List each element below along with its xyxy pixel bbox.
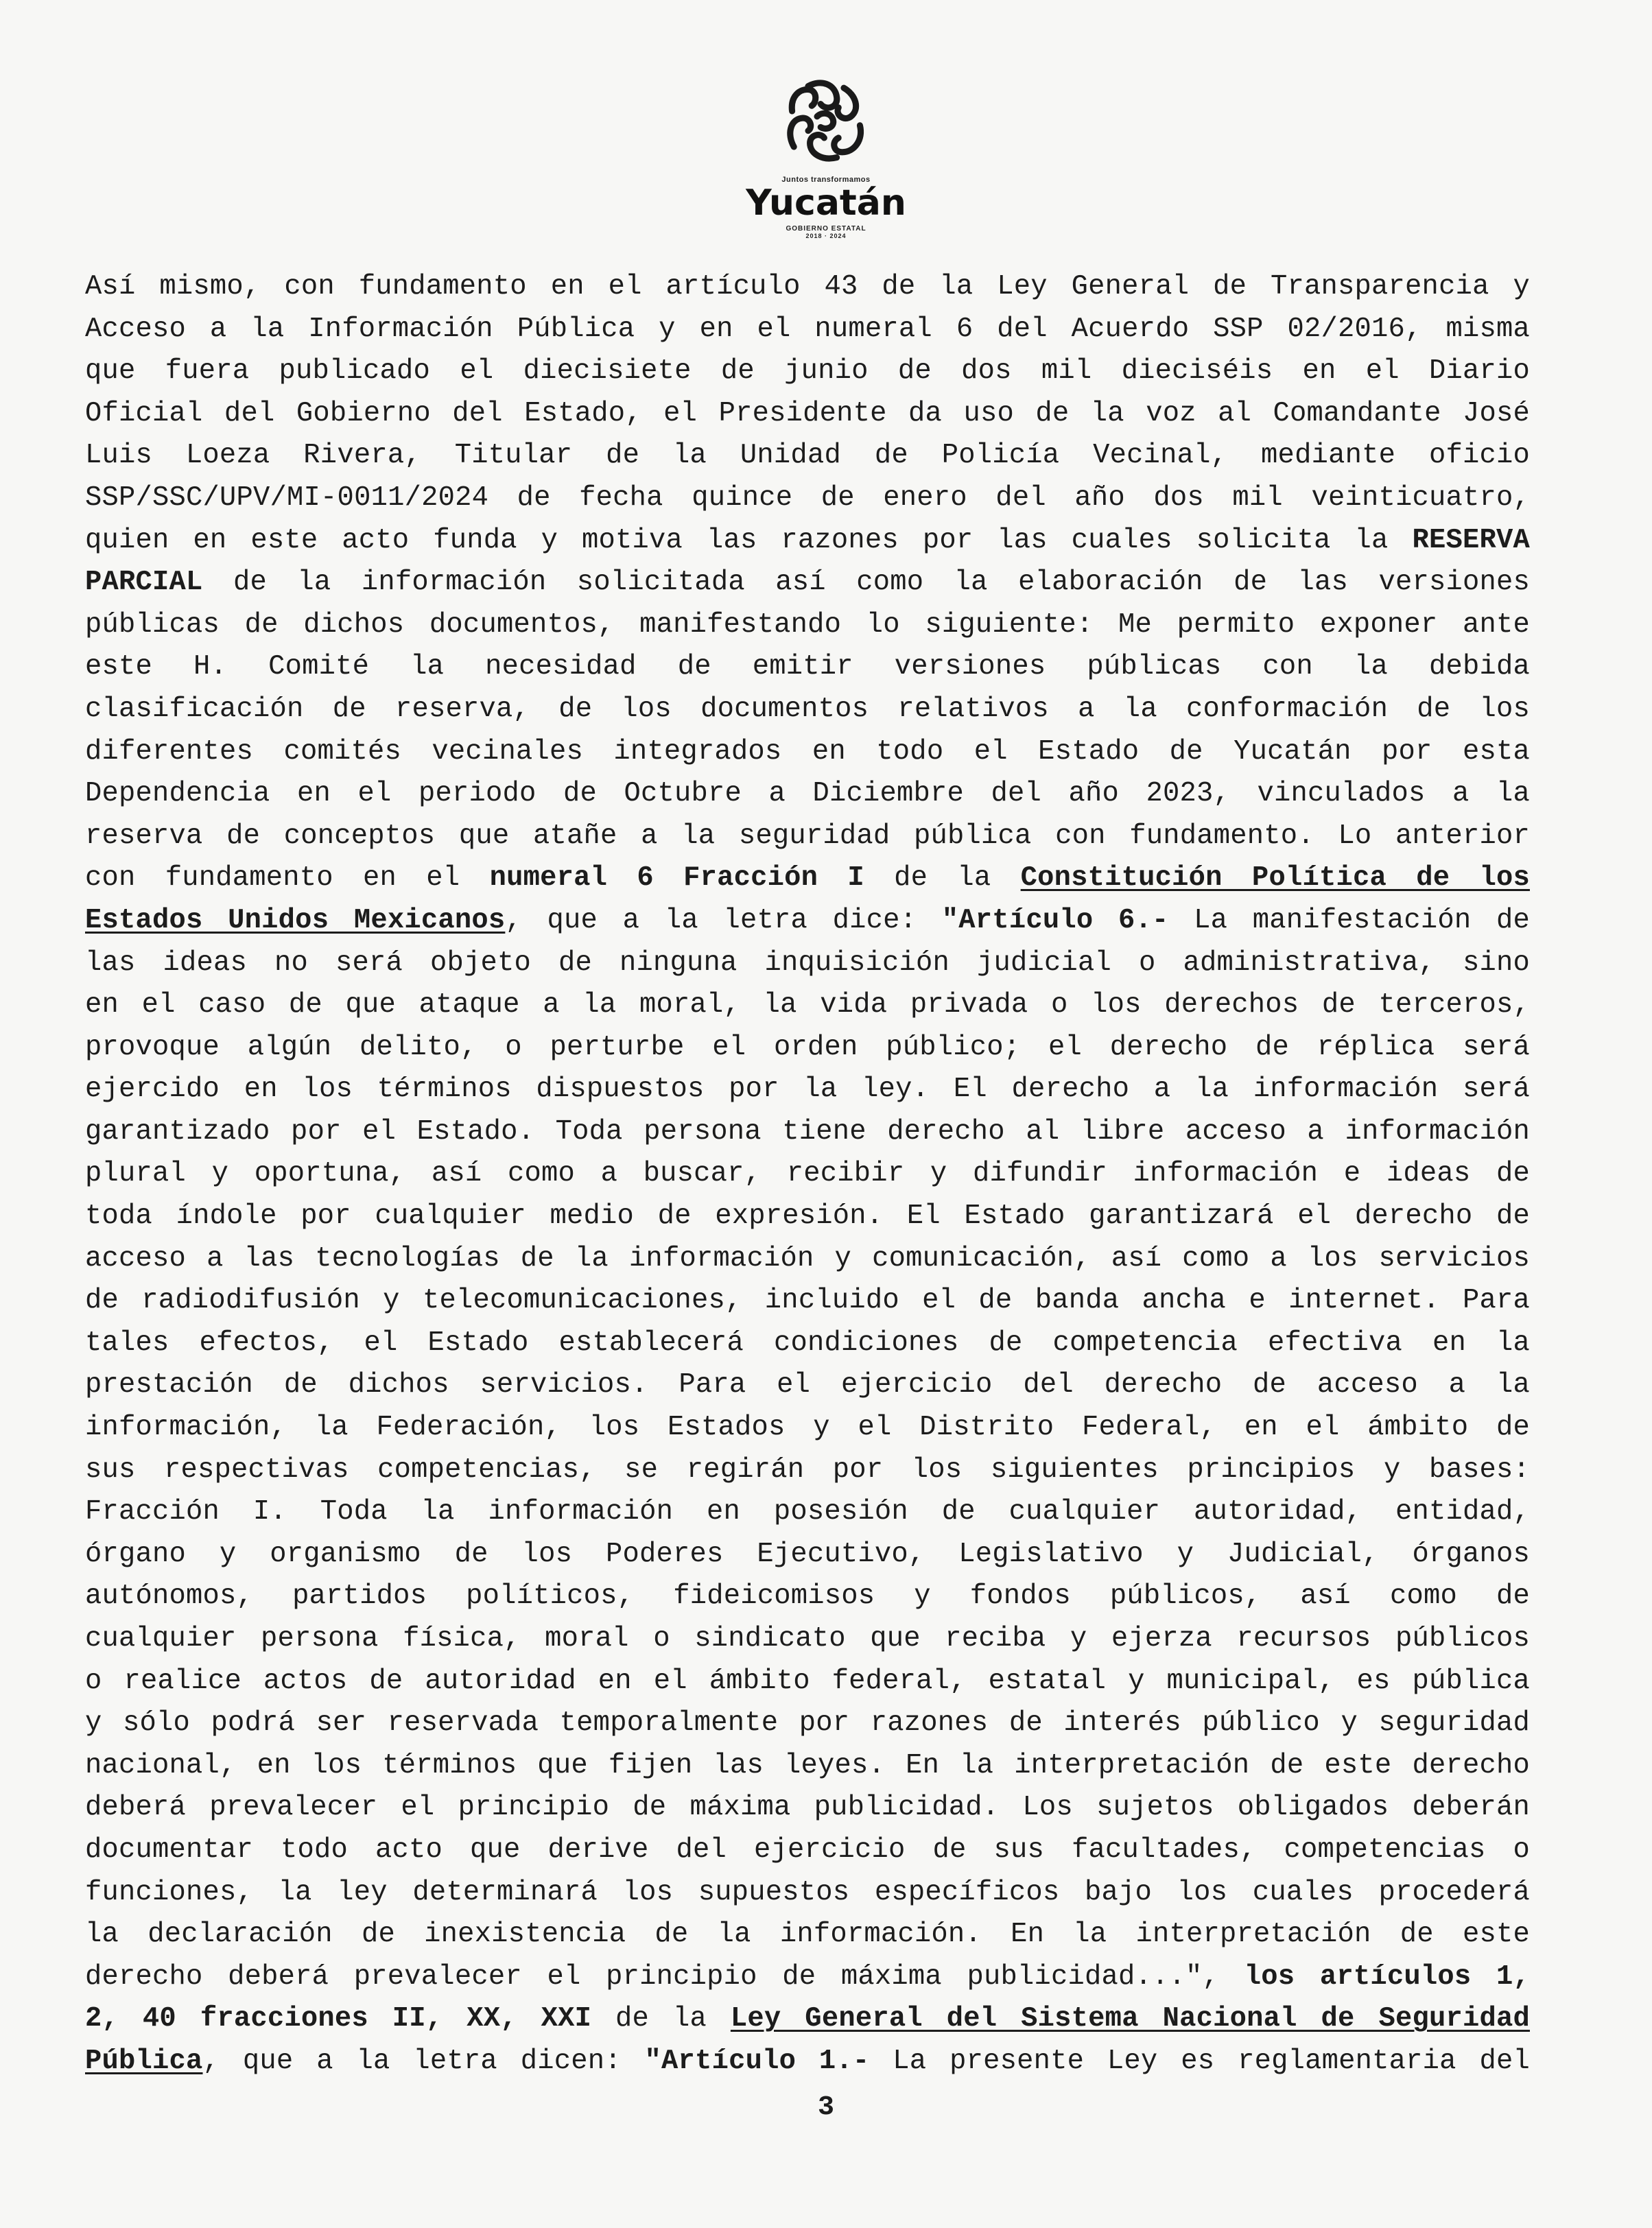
text-line: Dependencia en el periodo de Octubre a Diciembre del año 2023, vinculados a la	[85, 778, 1530, 810]
constitution-reference: Constitución Política de los	[1020, 862, 1530, 894]
text-run: derecho deberá prevalecer el principio de máxima publicidad...",	[85, 1960, 1244, 1993]
text-line: autónomos, partidos políticos, fideicomisos y fondos públicos, así como de	[85, 1580, 1530, 1613]
text-run: con fundamento en el	[85, 862, 490, 894]
text-line: garantizado por el Estado. Toda persona tiene derecho al libre acceso a información	[85, 1115, 1530, 1148]
articles-reference-cont: 2, 40 fracciones II, XX, XXI	[85, 2003, 592, 2035]
text-line: acceso a las tecnologías de la información y comunicación, así como a los servicios	[85, 1242, 1530, 1275]
text-line: nacional, en los términos que fijen las leyes. En la interpretación de este derecho	[85, 1749, 1530, 1781]
text-line: diferentes comités vecinales integrados en todo el Estado de Yucatán por esta	[85, 735, 1530, 768]
text-run: quien en este acto funda y motiva las razones por las cuales solicita la	[85, 524, 1413, 556]
text-line: Oficial del Gobierno del Estado, el Presidente da uso de la voz al Comandante José	[85, 397, 1530, 429]
logo-tagline: Juntos transformamos	[781, 176, 871, 184]
constitution-reference-cont: Estados Unidos Mexicanos	[85, 904, 506, 936]
text-line: órgano y organismo de los Poderes Ejecutivo, Legislativo y Judicial, órganos	[85, 1538, 1530, 1570]
text-line	[85, 520, 1530, 562]
text-line: las ideas no será objeto de ninguna inquisición judicial o administrativa, sino	[85, 947, 1530, 979]
text-line: deberá prevalecer el principio de máxima publicidad. Los sujetos obligados deberán	[85, 1792, 1530, 1824]
text-run: , que a la letra dicen:	[202, 2045, 645, 2077]
text-line: prestación de dichos servicios. Para el ejercicio del derecho de acceso a la	[85, 1369, 1530, 1401]
text-line: que fuera publicado el diecisiete de junio de dos mil dieciséis en el Diario	[85, 355, 1530, 388]
law-reference: Ley General del Sistema Nacional de Seguridad	[730, 2003, 1530, 2035]
logo-years: 2018 · 2024	[805, 233, 847, 239]
text-line	[85, 2041, 1530, 2083]
text-line: cualquier persona física, moral o sindicato que reciba y ejerza recursos públicos	[85, 1623, 1530, 1655]
reserva-emphasis: RESERVA	[1412, 524, 1530, 556]
text-line: documentar todo acto que derive del ejercicio de sus facultades, competencias o	[85, 1834, 1530, 1866]
article-1-label: "Artículo 1.-	[644, 2045, 870, 2077]
text-run: , que a la letra dice:	[505, 904, 942, 936]
text-line	[85, 857, 1530, 900]
text-line: sus respectivas competencias, se regirán por los siguientes principios y bases:	[85, 1454, 1530, 1486]
letterhead	[0, 75, 1652, 239]
text-line: provoque algún delito, o perturbe el orden público; el derecho de réplica será	[85, 1031, 1530, 1063]
text-line: de radiodifusión y telecomunicaciones, incluido el de banda ancha e internet. Para	[85, 1285, 1530, 1317]
text-line: en el caso de que ataque a la moral, la vida privada o los derechos de terceros,	[85, 989, 1530, 1021]
text-line: SSP/SSC/UPV/MI-0011/2024 de fecha quince de enero del año dos mil veinticuatro,	[85, 482, 1530, 514]
logo-name: Yucatán	[746, 182, 906, 224]
text-line: toda índole por cualquier medio de expresión. El Estado garantizará el derecho de	[85, 1200, 1530, 1233]
text-line	[85, 1956, 1530, 1999]
page-number: 3	[817, 2092, 834, 2123]
text-line: ejercido en los términos dispuestos por la ley. El derecho a la información será	[85, 1074, 1530, 1106]
text-line: Así mismo, con fundamento en el artículo 43 de la Ley General de Transparencia y	[85, 271, 1530, 303]
text-line: la declaración de inexistencia de la información. En la interpretación de este	[85, 1919, 1530, 1951]
text-line	[85, 1998, 1530, 2041]
text-line: plural y oportuna, así como a buscar, recibir y difundir información e ideas de	[85, 1158, 1530, 1190]
text-line: Fracción I. Toda la información en posesión de cualquier autoridad, entidad,	[85, 1496, 1530, 1528]
text-line: públicas de dichos documentos, manifestando lo siguiente: Me permito exponer ante	[85, 608, 1530, 641]
text-line: reserva de conceptos que atañe a la seguridad pública con fundamento. Lo anterior	[85, 820, 1530, 852]
article-6-label: "Artículo 6.-	[941, 904, 1169, 936]
parcial-emphasis: PARCIAL	[85, 567, 203, 599]
text-run: de la información solicitada así como la elaboración de las versiones	[202, 567, 1530, 599]
text-line	[85, 562, 1530, 604]
text-line	[85, 900, 1530, 943]
text-run: de la	[864, 862, 1021, 894]
text-run: de la	[591, 2003, 731, 2035]
text-line: información, la Federación, los Estados y el Distrito Federal, en el ámbito de	[85, 1412, 1530, 1444]
text-line: o realice actos de autoridad en el ámbito federal, estatal y municipal, es pública	[85, 1665, 1530, 1697]
text-run: La presente Ley es reglamentaria del	[869, 2045, 1530, 2077]
text-line: tales efectos, el Estado establecerá condiciones de competencia efectiva en la	[85, 1327, 1530, 1359]
text-line: funciones, la ley determinará los supuestos específicos bajo los cuales procederá	[85, 1876, 1530, 1908]
text-line: clasificación de reserva, de los documentos relativos a la conformación de los	[85, 693, 1530, 725]
law-reference-cont: Pública	[85, 2045, 203, 2077]
numeral-reference: numeral 6 Fracción I	[489, 862, 864, 894]
logo-subtitle: GOBIERNO ESTATAL	[786, 225, 866, 233]
body-text	[85, 266, 1530, 2083]
text-line: Luis Loeza Rivera, Titular de la Unidad de Policía Vecinal, mediante oficio	[85, 440, 1530, 472]
yucatan-knot-logo-icon	[781, 75, 871, 165]
text-line: y sólo podrá ser reservada temporalmente por razones de interés público y seguridad	[85, 1707, 1530, 1740]
text-line: este H. Comité la necesidad de emitir versiones públicas con la debida	[85, 651, 1530, 683]
text-line: Acceso a la Información Pública y en el numeral 6 del Acuerdo SSP 02/2016, misma	[85, 313, 1530, 345]
articles-reference: los artículos 1,	[1244, 1960, 1530, 1993]
text-run: La manifestación de	[1168, 904, 1530, 936]
